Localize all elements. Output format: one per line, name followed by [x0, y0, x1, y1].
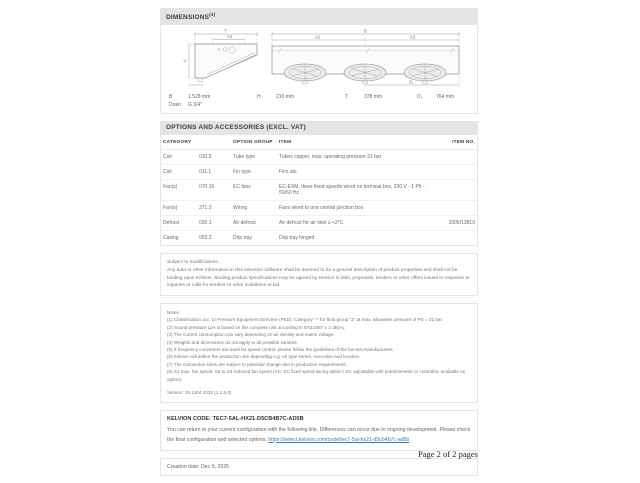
dimension-group-h — [257, 94, 345, 108]
options-table-box — [160, 134, 478, 246]
dim-label-front-bottom: D₁ — [409, 79, 414, 85]
dim-label-front-left-segment: A2 — [315, 34, 321, 40]
dimensions-header-label: DIMENSIONS — [166, 14, 210, 22]
dim-key-d1: D₁ — [417, 94, 423, 101]
dimensions-header-footnote: (4) — [209, 12, 216, 17]
column-header-option-group: OPTION GROUP — [231, 135, 277, 150]
cell-item-no — [431, 180, 477, 201]
cell-category: Casing — [163, 235, 179, 242]
dimensions-box — [160, 24, 478, 114]
note-item: (7) The connection sizes are subject to potential change due to production requirements. — [167, 361, 347, 367]
cell-item: Fans wired to one central junction box — [277, 201, 431, 216]
table-row — [161, 231, 477, 246]
cell-code: 070.16 — [197, 180, 231, 201]
column-header-category: CATEGORY — [161, 135, 231, 150]
dim-value-drain: G 3/4" — [188, 102, 203, 109]
dim-key-drain: Drain — [169, 102, 181, 109]
cell-option-group: Tube type — [231, 150, 277, 165]
cell-item-no — [431, 150, 477, 165]
cell-item-no — [431, 165, 477, 180]
cell-item: Fins alu — [277, 165, 431, 180]
table-row — [161, 150, 477, 165]
note-item: (8) S1 max. fan speed. S2 to S4 reduced fan speed (AC, EC fixed speed wiring option / EC adjustable with potentiometer or controller, available as option). — [167, 369, 465, 382]
cell-option-group: EC fans — [231, 180, 277, 201]
cell-item: Drip tray hinged — [279, 235, 315, 242]
table-row — [161, 180, 477, 201]
kelvion-config-text-before: You can return to your current configuration with the following link. Differences can occur due to ongoing development. Please check the final configuration and selected options. — [167, 426, 471, 443]
dim-value-h: 210 mm — [276, 94, 295, 101]
cell-option-group: Drip tray — [233, 235, 252, 242]
dimension-values-row — [165, 93, 473, 110]
dimension-group-d1 — [417, 94, 469, 108]
cell-code: 030.1 — [197, 216, 231, 231]
cell-option-group: Wiring — [231, 201, 277, 216]
options-section-header — [160, 121, 478, 134]
disclaimer-line1: Subject to modifications. — [167, 260, 219, 266]
dim-label-side-height: H — [183, 58, 187, 64]
note-item: (6) Kelvion will define the production site depending e.g. on type series, execution and location. — [167, 354, 361, 360]
cell-category: Defrost — [161, 216, 197, 231]
dim-label-side-inner: A3 — [227, 34, 233, 40]
note-item: (5) If frequency converters are used for speed control, please follow the guidelines of the fan-set manufacturers. — [167, 347, 395, 353]
creation-date-text: Creation date: Dec 9, 2025 — [167, 464, 230, 471]
kelvion-config-text — [167, 426, 471, 446]
dim-value-b: 1.528 mm — [188, 94, 211, 101]
cell-option-group: Air defrost — [231, 216, 277, 231]
creation-date-box — [160, 458, 478, 476]
dim-label-front-top: B — [364, 28, 367, 34]
kelvion-code-box — [160, 410, 478, 452]
note-item: (4) Weights and dimensions do not apply to all possible variants. — [167, 339, 298, 345]
disclaimer-line2: Any data or other information in this selection software shall be deemed to be a general description of product properties and shall not be binding upon Kelvion. Binding product specifications may be agreed by Kelvion in bids, proposals, tenders or other offers issued in response to inquiries or calls for tenders or other invitations to bid. — [167, 267, 470, 289]
options-table — [161, 135, 477, 245]
note-item: (1) Classification acc. to Pressure Equipment Directive (PED): Category "-" for fluid group "2" at max. allowable pressure of PS = 21 bar. — [167, 317, 444, 323]
cell-item: EC-ESM, three fixed speeds wired on terminal box, 230 V - 1 Ph - 50/60 Hz — [277, 180, 431, 201]
version-text: Version: 25.1204.1032 (1.1.5.0) — [167, 390, 232, 396]
cell-item-no: 1005/13819 — [431, 216, 477, 231]
table-row — [161, 165, 477, 180]
fan-1 — [284, 64, 326, 84]
note-item: (2) Sound pressure LpA is based on the complete unit according to EN13487 ± 2 dB(A). — [167, 324, 346, 330]
dimensions-section-header — [160, 8, 478, 24]
dimensions-drawing — [165, 28, 473, 88]
dim-key-h: H — [257, 94, 261, 101]
table-row — [161, 201, 477, 216]
column-header-item-no: ITEM NO. — [431, 135, 477, 150]
configuration-link[interactable]: https://select.kelvion.com/code/tec7-5al-hx21-d5cb4b7c-ad5b — [268, 436, 410, 443]
cell-category: Fan(s) — [161, 201, 197, 216]
column-header-item: ITEM — [277, 135, 431, 150]
page-number: Page 2 of 2 pages — [418, 449, 478, 459]
notes-box — [160, 303, 478, 403]
cell-code: 011.1 — [197, 165, 231, 180]
dimension-group-b-drain — [169, 94, 257, 108]
dim-key-t: T — [345, 94, 349, 101]
cell-item-no — [431, 231, 477, 246]
notes-title: Notes — [167, 309, 180, 315]
cell-category: Coil — [161, 165, 197, 180]
note-item: (3) The current consumption can vary depending on air density and mains voltage. — [167, 332, 335, 338]
dim-value-t: 378 mm — [364, 94, 383, 101]
cell-item-no — [431, 201, 477, 216]
options-header-label: OPTIONS AND ACCESSORIES (EXCL. VAT) — [166, 124, 306, 132]
disclaimer-box — [160, 253, 478, 296]
dim-label-side-top: T — [224, 28, 227, 34]
cell-code: 010.5 — [197, 150, 231, 165]
dimension-group-t — [345, 94, 417, 108]
cell-code: 053.2 — [199, 235, 212, 242]
cell-item: Tubes copper, max. operating pressure 21 bar — [277, 150, 431, 165]
cell-category: Fan(s) — [161, 180, 197, 201]
dim-value-d1: 764 mm — [436, 94, 455, 101]
table-row — [161, 216, 477, 231]
cell-code: 371.3 — [197, 201, 231, 216]
document-page — [160, 8, 478, 483]
cell-option-group: Fin type — [231, 165, 277, 180]
dim-label-front-right-segment: A3 — [410, 34, 416, 40]
cell-category: Coil — [161, 150, 197, 165]
table-header-row — [161, 135, 477, 150]
kelvion-code-line: KELVION CODE: TEC7-5AL-HX21-D5CB4B7C-AD5B — [167, 415, 304, 422]
dim-key-b: B — [169, 94, 173, 101]
cell-item: Air defrost for air inlet ≥ +2°C — [277, 216, 431, 231]
